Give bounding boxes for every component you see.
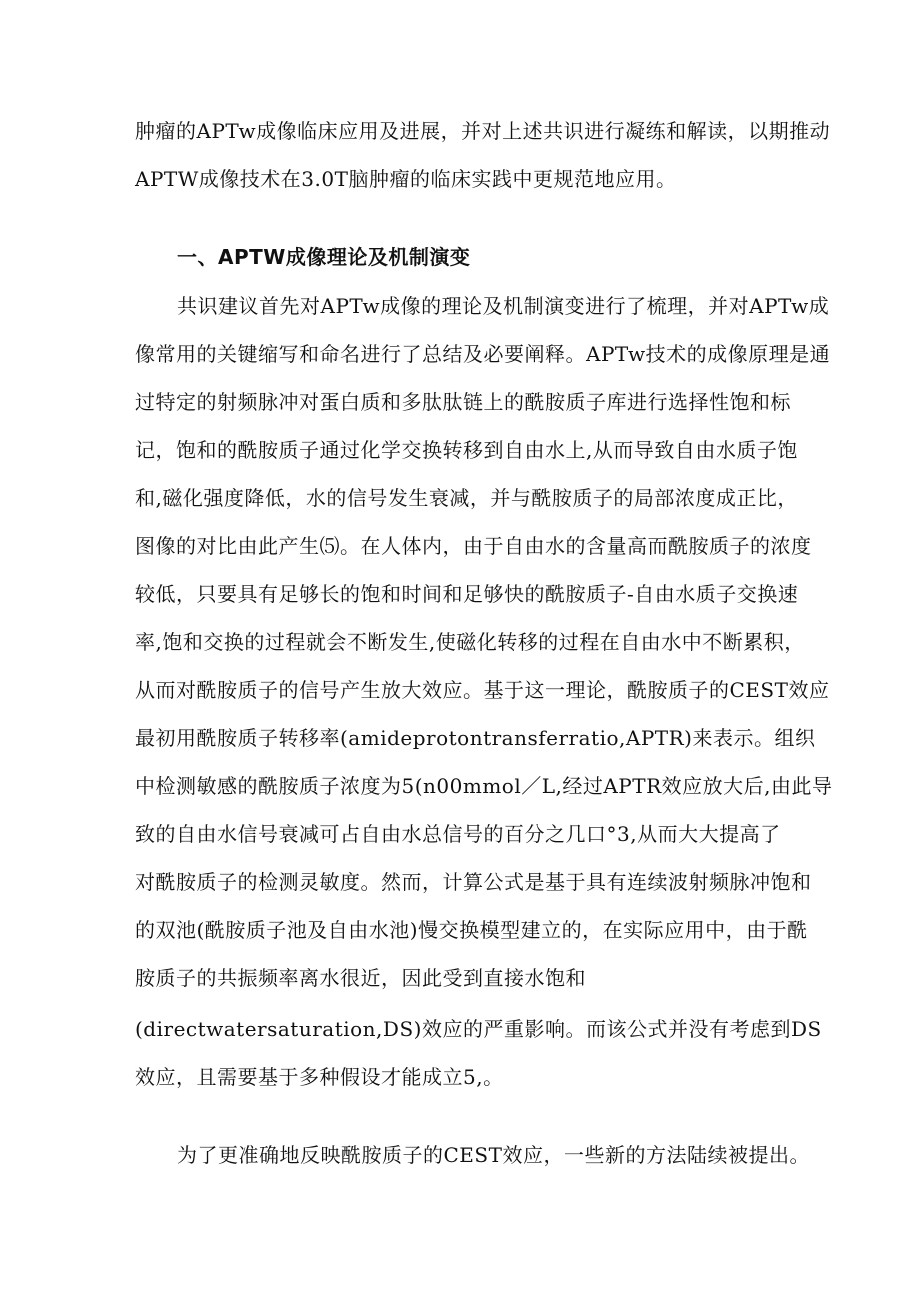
- paragraph-line: 效应，且需要基于多种假设才能成立5,。: [135, 1065, 504, 1089]
- section-heading: 一、APTW成像理论及机制演变: [177, 245, 471, 269]
- intro-line-2: APTW成像技术在3.0T脑肿瘤的临床实践中更规范地应用。: [135, 167, 677, 191]
- paragraph-line: 图像的对比由此产生⑸。在人体内，由于自由水的含量高而酰胺质子的浓度: [135, 534, 812, 558]
- paragraph-line: 较低，只要具有足够长的饱和时间和足够快的酰胺质子-自由水质子交换速: [135, 582, 799, 606]
- paragraph-line: 和,磁化强度降低，水的信号发生衰减，并与酰胺质子的局部浓度成正比，: [135, 486, 798, 510]
- paragraph-line: 致的自由水信号衰减可占自由水总信号的百分之几口°3,从而大大提高了: [135, 822, 781, 846]
- paragraph-line: 过特定的射频脉冲对蛋白质和多肽肽链上的酰胺质子库进行选择性饱和标: [135, 390, 791, 414]
- paragraph-line: 胺质子的共振频率离水很近，因此受到直接水饱和: [135, 966, 586, 990]
- closing-sentence: 为了更准确地反映酰胺质子的CEST效应，一些新的方法陆续被提出。: [177, 1143, 810, 1167]
- paragraph-line: (directwatersaturation,DS)效应的严重影响。而该公式并没有考虑到DS: [135, 1017, 822, 1041]
- paragraph-line: 共识建议首先对APTw成像的理论及机制演变进行了梳理，并对APTw成: [177, 294, 830, 318]
- paragraph-line: 像常用的关键缩写和命名进行了总结及必要阐释。APTw技术的成像原理是通: [135, 342, 831, 366]
- intro-line-1: 肿瘤的APTw成像临床应用及进展，并对上述共识进行凝练和解读，以期推动: [135, 119, 831, 143]
- paragraph-line: 率,饱和交换的过程就会不断发生,使磁化转移的过程在自由水中不断累积，: [135, 630, 805, 654]
- paragraph-line: 最初用酰胺质子转移率(amideprotontransferratio,APTR)来表示。组织: [135, 726, 816, 750]
- paragraph-line: 的双池(酰胺质子池及自由水池)慢交换模型建立的，在实际应用中，由于酰: [135, 918, 808, 942]
- paragraph-line: 从而对酰胺质子的信号产生放大效应。基于这一理论，酰胺质子的CEST效应: [135, 678, 830, 702]
- paragraph-line: 对酰胺质子的检测灵敏度。然而，计算公式是基于具有连续波射频脉冲饱和: [135, 870, 812, 894]
- paragraph-line: 记，饱和的酰胺质子通过化学交换转移到自由水上,从而导致自由水质子饱: [135, 438, 798, 462]
- paragraph-line: 中检测敏感的酰胺质子浓度为5(n00mmol／L,经过APTR效应放大后,由此导: [135, 774, 833, 798]
